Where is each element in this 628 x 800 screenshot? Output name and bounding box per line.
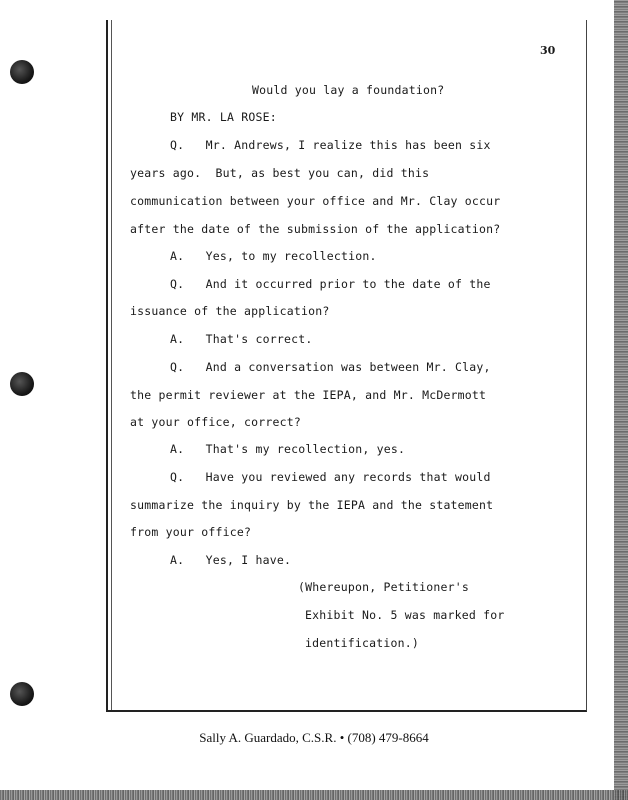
transcript-line: from your office? [130, 525, 252, 539]
transcript-line: summarize the inquiry by the IEPA and the statement [130, 498, 494, 512]
transcript-line: Q. Mr. Andrews, I realize this has been six [170, 138, 491, 152]
transcript-line: communication between your office and Mr. Clay occur [130, 194, 501, 208]
reporter-footer: Sally A. Guardado, C.S.R. • (708) 479-8664 [199, 730, 429, 745]
scan-edge-right [614, 0, 628, 800]
transcript-line: A. That's correct. [170, 332, 313, 346]
page-number: 30 [540, 44, 556, 57]
transcript-line: years ago. But, as best you can, did this [130, 166, 430, 180]
transcript-line: Exhibit No. 5 was marked for [305, 608, 505, 622]
transcript-line: A. Yes, to my recollection. [170, 249, 377, 263]
transcript-line: after the date of the submission of the application? [130, 222, 501, 236]
punch-hole-middle [10, 372, 34, 396]
transcript-line: identification.) [305, 636, 419, 650]
transcript-line: issuance of the application? [130, 304, 330, 318]
transcript-line: (Whereupon, Petitioner's [298, 580, 469, 594]
transcript-line: at your office, correct? [130, 415, 301, 429]
transcript-line: BY MR. LA ROSE: [170, 110, 277, 124]
punch-hole-top [10, 60, 34, 84]
transcript-line: Q. Have you reviewed any records that would [170, 470, 491, 484]
margin-rule [111, 20, 112, 710]
transcript-line: Would you lay a foundation? [252, 83, 445, 97]
transcript-line: the permit reviewer at the IEPA, and Mr. McDermott [130, 388, 487, 402]
transcript-line: Q. And it occurred prior to the date of the [170, 277, 491, 291]
scan-edge-bottom [0, 790, 628, 800]
punch-hole-bottom [10, 682, 34, 706]
transcript-line: Q. And a conversation was between Mr. Clay, [170, 360, 491, 374]
transcript-line: A. Yes, I have. [170, 553, 292, 567]
transcript-line: A. That's my recollection, yes. [170, 442, 406, 456]
